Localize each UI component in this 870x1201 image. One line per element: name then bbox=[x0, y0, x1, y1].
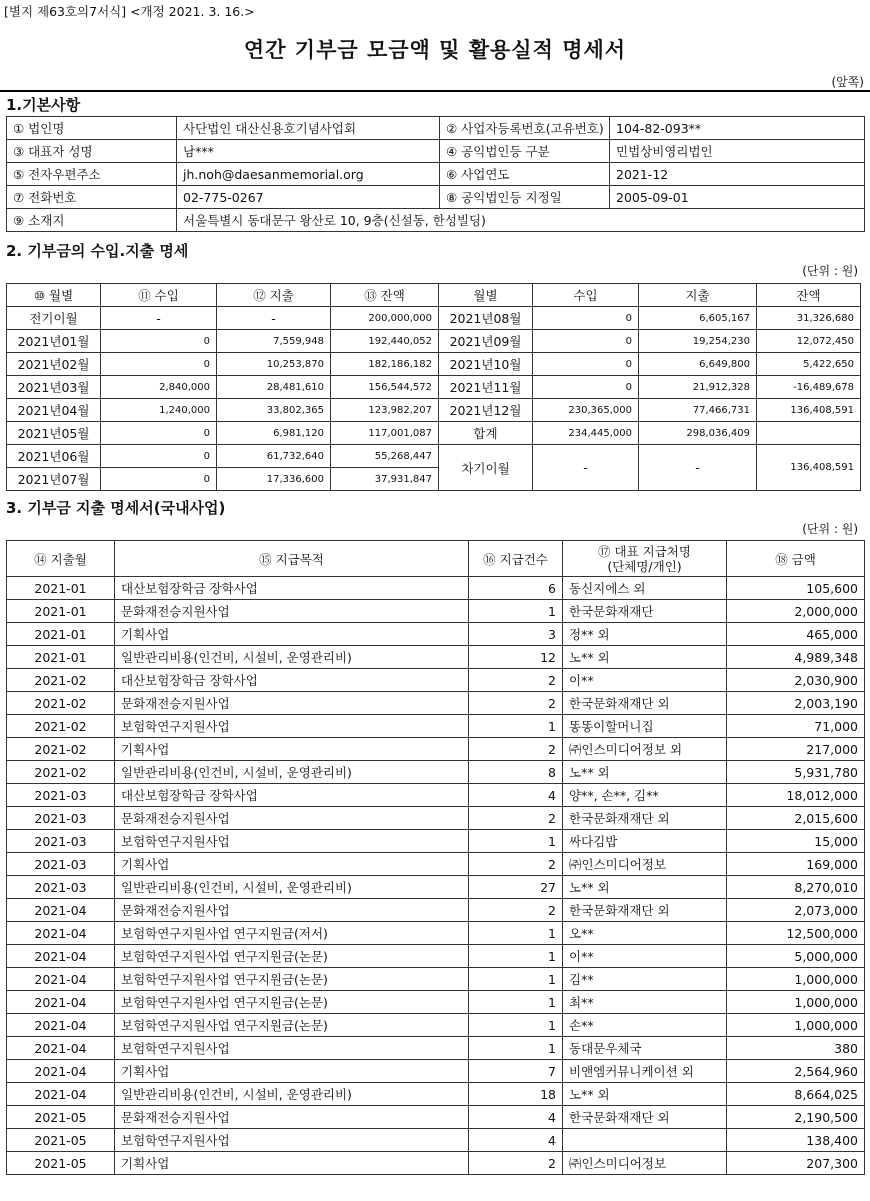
income-cell: 0 bbox=[101, 422, 217, 445]
expense-cell: 17,336,600 bbox=[217, 468, 331, 491]
column-header: ⑱ 금액 bbox=[727, 541, 865, 577]
amount-cell: 2,030,900 bbox=[727, 669, 865, 692]
amount-cell: 2,015,600 bbox=[727, 807, 865, 830]
table-row bbox=[7, 1129, 865, 1152]
count-cell: 1 bbox=[469, 922, 563, 945]
section1-heading: 1.기본사항 bbox=[6, 96, 81, 114]
recipient-cell: 오** bbox=[563, 922, 727, 945]
recipient-cell: ㈜인스미디어정보 bbox=[563, 1152, 727, 1175]
table-row bbox=[7, 738, 865, 761]
purpose-cell: 기획사업 bbox=[115, 1060, 469, 1083]
recipient-cell: 동대문우체국 bbox=[563, 1037, 727, 1060]
table-row bbox=[7, 399, 861, 422]
expense-cell: 6,981,120 bbox=[217, 422, 331, 445]
purpose-cell: 일반관리비용(인건비, 시설비, 운영관리비) bbox=[115, 761, 469, 784]
count-cell: 2 bbox=[469, 853, 563, 876]
recipient-cell: 노** 외 bbox=[563, 646, 727, 669]
amount-cell: 2,000,000 bbox=[727, 600, 865, 623]
recipient-cell: 노** 외 bbox=[563, 876, 727, 899]
recipient-cell: ㈜인스미디어정보 bbox=[563, 853, 727, 876]
purpose-cell: 일반관리비용(인건비, 시설비, 운영관리비) bbox=[115, 876, 469, 899]
expense-cell: 6,649,800 bbox=[639, 353, 757, 376]
expense-month-cell: 2021-02 bbox=[7, 669, 115, 692]
balance-cell: 31,326,680 bbox=[757, 307, 861, 330]
table-row bbox=[7, 784, 865, 807]
amount-cell: 207,300 bbox=[727, 1152, 865, 1175]
amount-cell: 217,000 bbox=[727, 738, 865, 761]
purpose-cell: 보험학연구지원사업 연구지원금(논문) bbox=[115, 991, 469, 1014]
month-cell: 2021년11월 bbox=[439, 376, 533, 399]
expense-month-cell: 2021-02 bbox=[7, 715, 115, 738]
table-row bbox=[7, 1083, 865, 1106]
purpose-cell: 보험학연구지원사업 bbox=[115, 715, 469, 738]
income-cell: 0 bbox=[533, 330, 639, 353]
recipient-cell: 한국문화재재단 외 bbox=[563, 692, 727, 715]
count-cell: 18 bbox=[469, 1083, 563, 1106]
income-cell: 0 bbox=[101, 330, 217, 353]
expense-month-cell: 2021-05 bbox=[7, 1129, 115, 1152]
balance-cell: 200,000,000 bbox=[331, 307, 439, 330]
count-cell: 1 bbox=[469, 715, 563, 738]
month-cell: 2021년05월 bbox=[7, 422, 101, 445]
recipient-cell: 싸다김밥 bbox=[563, 830, 727, 853]
balance-cell: 12,072,450 bbox=[757, 330, 861, 353]
column-header: 월별 bbox=[439, 284, 533, 307]
amount-cell: 2,073,000 bbox=[727, 899, 865, 922]
count-cell: 12 bbox=[469, 646, 563, 669]
month-cell: 2021년07월 bbox=[7, 468, 101, 491]
purpose-cell: 문화재전승지원사업 bbox=[115, 692, 469, 715]
expense-month-cell: 2021-01 bbox=[7, 577, 115, 600]
income-cell: 0 bbox=[101, 353, 217, 376]
amount-cell: 8,664,025 bbox=[727, 1083, 865, 1106]
table-row bbox=[7, 422, 861, 445]
balance-cell: 5,422,650 bbox=[757, 353, 861, 376]
field-label: ② 사업자등록번호(고유번호) bbox=[440, 117, 610, 140]
column-header bbox=[563, 541, 727, 577]
basic-info-row bbox=[7, 186, 865, 209]
expense-month-cell: 2021-04 bbox=[7, 899, 115, 922]
table-row bbox=[7, 876, 865, 899]
balance-cell: 55,268,447 bbox=[331, 445, 439, 468]
expense-month-cell: 2021-03 bbox=[7, 830, 115, 853]
count-cell: 1 bbox=[469, 1014, 563, 1037]
income-cell: 230,365,000 bbox=[533, 399, 639, 422]
table-row bbox=[7, 307, 861, 330]
table-row bbox=[7, 1106, 865, 1129]
purpose-cell: 보험학연구지원사업 연구지원금(논문) bbox=[115, 945, 469, 968]
income-cell: 2,840,000 bbox=[101, 376, 217, 399]
table-row bbox=[7, 1037, 865, 1060]
recipient-cell bbox=[563, 1129, 727, 1152]
section3-heading: 3. 기부금 지출 명세서(국내사업) bbox=[6, 499, 226, 517]
balance-cell bbox=[757, 422, 861, 445]
recipient-cell: 정** 외 bbox=[563, 623, 727, 646]
table-row bbox=[7, 968, 865, 991]
amount-cell: 1,000,000 bbox=[727, 968, 865, 991]
recipient-cell: 한국문화재재단 외 bbox=[563, 1106, 727, 1129]
balance-cell: -16,489,678 bbox=[757, 376, 861, 399]
income-cell: 234,445,000 bbox=[533, 422, 639, 445]
table-row bbox=[7, 1152, 865, 1175]
recipient-cell: 양**, 손**, 김** bbox=[563, 784, 727, 807]
amount-cell: 2,190,500 bbox=[727, 1106, 865, 1129]
column-header: ⑩ 월별 bbox=[7, 284, 101, 307]
table-row bbox=[7, 830, 865, 853]
amount-cell: 5,000,000 bbox=[727, 945, 865, 968]
header-row bbox=[7, 284, 861, 307]
month-cell: 2021년08월 bbox=[439, 307, 533, 330]
count-cell: 1 bbox=[469, 830, 563, 853]
count-cell: 4 bbox=[469, 784, 563, 807]
expense-cell: 298,036,409 bbox=[639, 422, 757, 445]
section2-heading: 2. 기부금의 수입.지출 명세 bbox=[6, 242, 189, 260]
purpose-cell: 보험학연구지원사업 연구지원금(논문) bbox=[115, 968, 469, 991]
purpose-cell: 보험학연구지원사업 bbox=[115, 830, 469, 853]
purpose-cell: 대산보험장학금 장학사업 bbox=[115, 577, 469, 600]
month-cell: 전기이월 bbox=[7, 307, 101, 330]
count-cell: 1 bbox=[469, 968, 563, 991]
recipient-cell: 김** bbox=[563, 968, 727, 991]
income-cell: - bbox=[101, 307, 217, 330]
amount-cell: 18,012,000 bbox=[727, 784, 865, 807]
count-cell: 2 bbox=[469, 738, 563, 761]
expense-cell: - bbox=[639, 445, 757, 491]
amount-cell: 1,000,000 bbox=[727, 991, 865, 1014]
expense-month-cell: 2021-05 bbox=[7, 1106, 115, 1129]
income-cell: 0 bbox=[101, 468, 217, 491]
month-cell: 2021년12월 bbox=[439, 399, 533, 422]
purpose-cell: 기획사업 bbox=[115, 853, 469, 876]
basic-info-row bbox=[7, 163, 865, 186]
month-cell: 2021년03월 bbox=[7, 376, 101, 399]
field-value: 2005-09-01 bbox=[610, 186, 865, 209]
amount-cell: 138,400 bbox=[727, 1129, 865, 1152]
expense-month-cell: 2021-03 bbox=[7, 807, 115, 830]
expense-month-cell: 2021-04 bbox=[7, 922, 115, 945]
recipient-cell: 한국문화재재단 bbox=[563, 600, 727, 623]
field-value: 104-82-093** bbox=[610, 117, 865, 140]
balance-cell: 192,440,052 bbox=[331, 330, 439, 353]
amount-cell: 465,000 bbox=[727, 623, 865, 646]
table-row bbox=[7, 1060, 865, 1083]
income-cell: 0 bbox=[533, 307, 639, 330]
amount-cell: 71,000 bbox=[727, 715, 865, 738]
basic-info-row bbox=[7, 117, 865, 140]
expense-month-cell: 2021-04 bbox=[7, 1083, 115, 1106]
column-header: 지출 bbox=[639, 284, 757, 307]
purpose-cell: 보험학연구지원사업 bbox=[115, 1129, 469, 1152]
table-row bbox=[7, 330, 861, 353]
count-cell: 3 bbox=[469, 623, 563, 646]
count-cell: 8 bbox=[469, 761, 563, 784]
count-cell: 4 bbox=[469, 1106, 563, 1129]
purpose-cell: 문화재전승지원사업 bbox=[115, 899, 469, 922]
field-label: ④ 공익법인등 구분 bbox=[440, 140, 610, 163]
recipient-cell: 손** bbox=[563, 1014, 727, 1037]
expense-cell: 6,605,167 bbox=[639, 307, 757, 330]
table-row bbox=[7, 853, 865, 876]
field-label: ⑧ 공익법인등 지정일 bbox=[440, 186, 610, 209]
column-header: ⑫ 지출 bbox=[217, 284, 331, 307]
expense-month-cell: 2021-01 bbox=[7, 623, 115, 646]
expense-month-cell: 2021-05 bbox=[7, 1152, 115, 1175]
table-row bbox=[7, 669, 865, 692]
expense-cell: 61,732,640 bbox=[217, 445, 331, 468]
recipient-cell: 노** 외 bbox=[563, 761, 727, 784]
field-value: 남*** bbox=[177, 140, 440, 163]
field-label: ③ 대표자 성명 bbox=[7, 140, 177, 163]
balance-cell: 37,931,847 bbox=[331, 468, 439, 491]
count-cell: 2 bbox=[469, 692, 563, 715]
income-cell: 1,240,000 bbox=[101, 399, 217, 422]
expense-cell: 10,253,870 bbox=[217, 353, 331, 376]
expense-month-cell: 2021-02 bbox=[7, 761, 115, 784]
expense-cell: 21,912,328 bbox=[639, 376, 757, 399]
recipient-cell: 동신지에스 외 bbox=[563, 577, 727, 600]
amount-cell: 380 bbox=[727, 1037, 865, 1060]
amount-cell: 2,564,960 bbox=[727, 1060, 865, 1083]
amount-cell: 1,000,000 bbox=[727, 1014, 865, 1037]
field-label: ⑤ 전자우편주소 bbox=[7, 163, 177, 186]
count-cell: 1 bbox=[469, 600, 563, 623]
table-row bbox=[7, 1014, 865, 1037]
expense-month-cell: 2021-01 bbox=[7, 600, 115, 623]
expense-month-cell: 2021-01 bbox=[7, 646, 115, 669]
purpose-cell: 일반관리비용(인건비, 시설비, 운영관리비) bbox=[115, 1083, 469, 1106]
purpose-cell: 대산보험장학금 장학사업 bbox=[115, 669, 469, 692]
month-cell: 2021년04월 bbox=[7, 399, 101, 422]
month-cell: 2021년02월 bbox=[7, 353, 101, 376]
amount-cell: 105,600 bbox=[727, 577, 865, 600]
expense-cell: 33,802,365 bbox=[217, 399, 331, 422]
count-cell: 27 bbox=[469, 876, 563, 899]
expense-cell: 77,466,731 bbox=[639, 399, 757, 422]
column-header: ⑭ 지출월 bbox=[7, 541, 115, 577]
purpose-cell: 문화재전승지원사업 bbox=[115, 1106, 469, 1129]
recipient-cell: 한국문화재재단 외 bbox=[563, 899, 727, 922]
section3-unit: (단위 : 원) bbox=[802, 522, 858, 536]
count-cell: 1 bbox=[469, 945, 563, 968]
column-header: ⑯ 지급건수 bbox=[469, 541, 563, 577]
balance-cell: 182,186,182 bbox=[331, 353, 439, 376]
count-cell: 2 bbox=[469, 807, 563, 830]
expense-month-cell: 2021-04 bbox=[7, 1060, 115, 1083]
purpose-cell: 대산보험장학금 장학사업 bbox=[115, 784, 469, 807]
count-cell: 6 bbox=[469, 577, 563, 600]
recipient-cell: 한국문화재재단 외 bbox=[563, 807, 727, 830]
basic-info-row bbox=[7, 140, 865, 163]
expense-cell: 28,481,610 bbox=[217, 376, 331, 399]
count-cell: 1 bbox=[469, 1037, 563, 1060]
balance-cell: 136,408,591 bbox=[757, 399, 861, 422]
field-label: ① 법인명 bbox=[7, 117, 177, 140]
expense-month-cell: 2021-03 bbox=[7, 784, 115, 807]
amount-cell: 2,003,190 bbox=[727, 692, 865, 715]
amount-cell: 4,989,348 bbox=[727, 646, 865, 669]
expense-month-cell: 2021-04 bbox=[7, 1037, 115, 1060]
recipient-cell: 똥똥이할머니집 bbox=[563, 715, 727, 738]
table-row bbox=[7, 353, 861, 376]
month-cell: 2021년06월 bbox=[7, 445, 101, 468]
purpose-cell: 보험학연구지원사업 연구지원금(논문) bbox=[115, 1014, 469, 1037]
recipient-header-line2: (단체명/개인) bbox=[607, 558, 682, 574]
table-row bbox=[7, 761, 865, 784]
column-header: 잔액 bbox=[757, 284, 861, 307]
table-row bbox=[7, 899, 865, 922]
field-label: ⑨ 소재지 bbox=[7, 209, 177, 232]
table-row bbox=[7, 623, 865, 646]
count-cell: 7 bbox=[469, 1060, 563, 1083]
balance-cell: 123,982,207 bbox=[331, 399, 439, 422]
count-cell: 2 bbox=[469, 1152, 563, 1175]
recipient-cell: 최** bbox=[563, 991, 727, 1014]
expense-month-cell: 2021-03 bbox=[7, 853, 115, 876]
section1-top-rule bbox=[0, 90, 870, 92]
expense-month-cell: 2021-02 bbox=[7, 692, 115, 715]
expense-detail-table bbox=[6, 540, 865, 1175]
field-label: ⑦ 전화번호 bbox=[7, 186, 177, 209]
recipient-cell: 이** bbox=[563, 669, 727, 692]
expense-month-cell: 2021-04 bbox=[7, 1014, 115, 1037]
column-header: ⑬ 잔액 bbox=[331, 284, 439, 307]
balance-cell: 117,001,087 bbox=[331, 422, 439, 445]
expense-month-cell: 2021-04 bbox=[7, 945, 115, 968]
recipient-cell: ㈜인스미디어정보 외 bbox=[563, 738, 727, 761]
month-cell: 합계 bbox=[439, 422, 533, 445]
section2-unit: (단위 : 원) bbox=[802, 264, 858, 278]
month-cell: 2021년10월 bbox=[439, 353, 533, 376]
table-row bbox=[7, 577, 865, 600]
form-number-tag: [별지 제63호의7서식] <개정 2021. 3. 16.> bbox=[4, 4, 255, 19]
recipient-cell: 이** bbox=[563, 945, 727, 968]
income-cell: 0 bbox=[533, 376, 639, 399]
purpose-cell: 기획사업 bbox=[115, 738, 469, 761]
table-row bbox=[7, 600, 865, 623]
expense-month-cell: 2021-04 bbox=[7, 968, 115, 991]
page-side-label: (앞쪽) bbox=[831, 75, 864, 89]
table-row bbox=[7, 922, 865, 945]
purpose-cell: 문화재전승지원사업 bbox=[115, 807, 469, 830]
column-header: 수입 bbox=[533, 284, 639, 307]
expense-month-cell: 2021-02 bbox=[7, 738, 115, 761]
table-row bbox=[7, 445, 861, 468]
amount-cell: 8,270,010 bbox=[727, 876, 865, 899]
field-value: 서울특별시 동대문구 왕산로 10, 9층(신설동, 한성빌딩) bbox=[177, 209, 865, 232]
basic-info-table bbox=[6, 116, 865, 232]
page-title: 연간 기부금 모금액 및 활용실적 명세서 bbox=[243, 38, 627, 62]
table-row bbox=[7, 646, 865, 669]
purpose-cell: 기획사업 bbox=[115, 623, 469, 646]
expense-month-cell: 2021-03 bbox=[7, 876, 115, 899]
field-value: 02-775-0267 bbox=[177, 186, 440, 209]
income-cell: - bbox=[533, 445, 639, 491]
amount-cell: 5,931,780 bbox=[727, 761, 865, 784]
column-header: ⑪ 수입 bbox=[101, 284, 217, 307]
balance-cell: 136,408,591 bbox=[757, 445, 861, 491]
count-cell: 2 bbox=[469, 899, 563, 922]
recipient-cell: 비앤엠커뮤니케이션 외 bbox=[563, 1060, 727, 1083]
field-value: 2021-12 bbox=[610, 163, 865, 186]
table-row bbox=[7, 945, 865, 968]
amount-cell: 12,500,000 bbox=[727, 922, 865, 945]
field-value: 사단법인 대산신용호기념사업회 bbox=[177, 117, 440, 140]
table-row bbox=[7, 991, 865, 1014]
column-header: ⑮ 지급목적 bbox=[115, 541, 469, 577]
month-cell: 2021년09월 bbox=[439, 330, 533, 353]
amount-cell: 169,000 bbox=[727, 853, 865, 876]
amount-cell: 15,000 bbox=[727, 830, 865, 853]
purpose-cell: 기획사업 bbox=[115, 1152, 469, 1175]
field-value: 민법상비영리법인 bbox=[610, 140, 865, 163]
purpose-cell: 보험학연구지원사업 bbox=[115, 1037, 469, 1060]
purpose-cell: 보험학연구지원사업 연구지원금(저서) bbox=[115, 922, 469, 945]
month-cell: 2021년01월 bbox=[7, 330, 101, 353]
income-cell: 0 bbox=[533, 353, 639, 376]
income-expense-table bbox=[6, 283, 861, 491]
count-cell: 2 bbox=[469, 669, 563, 692]
income-cell: 0 bbox=[101, 445, 217, 468]
recipient-cell: 노** 외 bbox=[563, 1083, 727, 1106]
expense-cell: 7,559,948 bbox=[217, 330, 331, 353]
balance-cell: 156,544,572 bbox=[331, 376, 439, 399]
carry-over-label: 차기이월 bbox=[439, 445, 533, 491]
recipient-header-line1: ⑰ 대표 지급처명 bbox=[598, 543, 691, 559]
count-cell: 4 bbox=[469, 1129, 563, 1152]
purpose-cell: 문화재전승지원사업 bbox=[115, 600, 469, 623]
expense-cell: - bbox=[217, 307, 331, 330]
expense-cell: 19,254,230 bbox=[639, 330, 757, 353]
table-row bbox=[7, 715, 865, 738]
field-label: ⑥ 사업연도 bbox=[440, 163, 610, 186]
expense-month-cell: 2021-04 bbox=[7, 991, 115, 1014]
table-row bbox=[7, 376, 861, 399]
table-row bbox=[7, 807, 865, 830]
field-value: jh.noh@daesanmemorial.org bbox=[177, 163, 440, 186]
table-row bbox=[7, 692, 865, 715]
address-row bbox=[7, 209, 865, 232]
purpose-cell: 일반관리비용(인건비, 시설비, 운영관리비) bbox=[115, 646, 469, 669]
header-row bbox=[7, 541, 865, 577]
count-cell: 1 bbox=[469, 991, 563, 1014]
